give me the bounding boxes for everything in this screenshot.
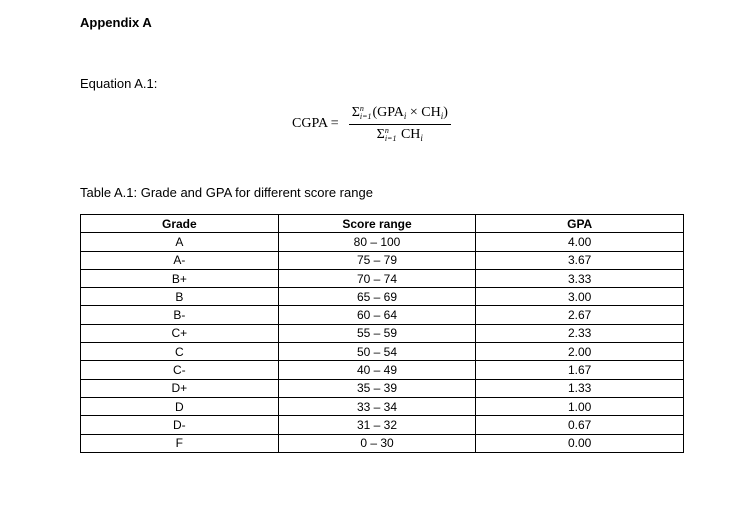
table-row [81,397,684,415]
score-range-cell: 35 – 39 [278,379,476,397]
gpa-cell: 2.67 [476,306,684,324]
table-row [81,343,684,361]
numerator-times-ch: × CH [406,105,441,121]
gpa-cell: 3.33 [476,269,684,287]
numerator-gpa-open: (GPA [372,105,404,121]
gpa-cell: 2.33 [476,324,684,342]
score-range-cell: 50 – 54 [278,343,476,361]
grade-cell: F [81,434,279,452]
table-row [81,306,684,324]
score-range-cell: 33 – 34 [278,397,476,415]
appendix-heading: Appendix A [80,15,152,30]
grade-cell: A [81,233,279,251]
table-header-row [81,215,684,233]
equation-numerator [349,105,451,124]
grade-cell: D [81,397,279,415]
table-row [81,269,684,287]
numerator-sigma: Σ [351,105,360,121]
table-row [81,361,684,379]
equation-fraction [349,105,451,142]
grade-cell: B [81,288,279,306]
gpa-cell: 3.00 [476,288,684,306]
score-range-cell: 70 – 74 [278,269,476,287]
grade-cell: A- [81,251,279,269]
score-range-cell: 0 – 30 [278,434,476,452]
numerator-lower-limit: i=1 [359,112,372,122]
table-row [81,379,684,397]
table-caption: Table A.1: Grade and GPA for different score range [80,185,373,200]
grade-cell: B+ [81,269,279,287]
numerator-upper-limit: n [359,104,364,114]
gpa-cell: 3.67 [476,251,684,269]
table-row [81,251,684,269]
grade-cell: C+ [81,324,279,342]
grade-cell: C- [81,361,279,379]
grade-cell: B- [81,306,279,324]
grade-gpa-table [80,214,684,453]
score-range-cell: 40 – 49 [278,361,476,379]
gpa-cell: 0.00 [476,434,684,452]
gpa-cell: 4.00 [476,233,684,251]
score-range-cell: 31 – 32 [278,416,476,434]
numerator-gpa-subscript: i [403,111,407,122]
denominator-sigma: Σ [376,126,385,142]
header-gpa: GPA [476,215,684,233]
table-body [81,233,684,453]
gpa-cell: 1.00 [476,397,684,415]
denominator-ch-subscript: i [420,132,423,143]
denominator-limits [385,127,397,143]
numerator-ch-subscript: i [440,111,444,122]
table-row [81,434,684,452]
score-range-cell: 55 – 59 [278,324,476,342]
equation-denominator [374,125,426,143]
grade-cell: D+ [81,379,279,397]
equation-label: Equation A.1: [80,76,158,91]
table-row [81,416,684,434]
score-range-cell: 65 – 69 [278,288,476,306]
equation-lhs: CGPA = [292,116,339,131]
numerator-limits [360,105,372,121]
table-row [81,288,684,306]
header-grade: Grade [81,215,279,233]
denominator-lower-limit: i=1 [384,133,397,143]
grade-cell: D- [81,416,279,434]
numerator-close-paren: ) [443,105,448,121]
table-row [81,324,684,342]
header-score-range: Score range [278,215,476,233]
table-row [81,233,684,251]
denominator-ch: CH [397,126,421,142]
gpa-cell: 2.00 [476,343,684,361]
score-range-cell: 80 – 100 [278,233,476,251]
grade-cell: C [81,343,279,361]
score-range-cell: 75 – 79 [278,251,476,269]
gpa-cell: 1.33 [476,379,684,397]
denominator-upper-limit: n [384,125,389,135]
gpa-cell: 0.67 [476,416,684,434]
gpa-cell: 1.67 [476,361,684,379]
score-range-cell: 60 – 64 [278,306,476,324]
cgpa-equation [292,102,451,146]
